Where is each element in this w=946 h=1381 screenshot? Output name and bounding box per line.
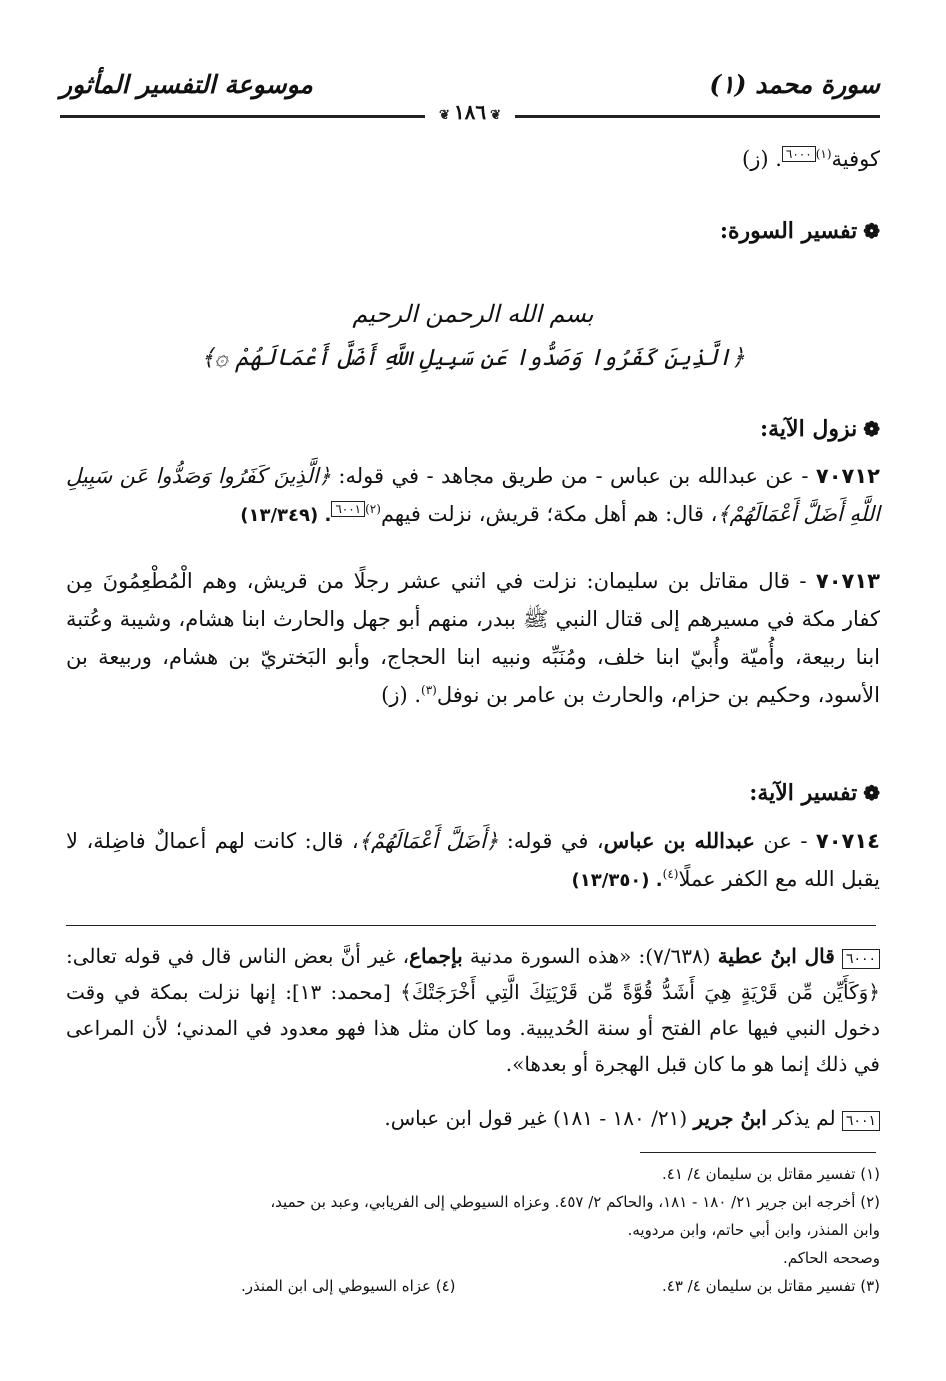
note-emphasis: بإجماع <box>409 944 463 968</box>
footnote-marker: (١) <box>815 147 832 161</box>
footnotes <box>66 1160 880 1300</box>
narration-text: ، قال: هم أهل مكة؛ قريش، نزلت فيهم <box>380 502 718 526</box>
editorial-note-6000 <box>66 938 880 1082</box>
narration-70713 <box>66 562 880 714</box>
volume-reference: . (١٣/٣٥٠) <box>571 870 663 891</box>
narration-text: ، قال: كانت لهم أعمالٌ فاضِلة، لا يقبل الله مع الكفر عملًا <box>66 829 880 891</box>
narration-number: ٧٠٧١٤ <box>815 829 880 853</box>
quran-quote: ﴿أَضَلَّ أَعْمَالَهُمْ﴾ <box>358 829 499 853</box>
narration-text: - قال مقاتل بن سليمان: نزلت في اثني عشر رجلًا من قريش، وهم الْمُطْعِمُونَ مِن كفار مكة في مسيرهم إلى قتال النبي ﷺ ببدر، منهم أبو جهل والحارث ابنا هشام، وشيبة وعُتبة ابنا ربيعة، وأُميّة وأُبيّ ابنا خلف، ومُنَبِّه ونبيه ابنا الحجاج، وأبو البَختريّ بن هشام، وربيعة بن الأسود، وحكيم بن حزام، والحارث بن عامر بن نوفل <box>66 569 880 707</box>
page-number-wrap <box>60 100 880 124</box>
narration-text: - عن عبدالله بن عباس - من طريق مجاهد - في قوله: <box>330 464 809 488</box>
narration-text: - عن <box>754 829 808 853</box>
note-marker-box: ٦٠٠٠ <box>782 146 816 162</box>
footnote-4: (٤) عزاه السيوطي إلى ابن المنذر. <box>241 1277 456 1295</box>
flower-icon: ❁ <box>863 417 880 441</box>
note-text: (٧/٦٣٨): «هذه السورة مدنية <box>462 944 718 968</box>
notes-separator <box>66 925 876 926</box>
ornament-icon: ❦ <box>438 108 450 123</box>
quran-verse: ﴿الَّذِينَ كَفَرُوا وَصَدُّوا عَن سَبِيلِ اللَّهِ أَضَلَّ أَعْمَالَهُمْ ۞﴾ <box>201 345 745 371</box>
note-author: قال ابنُ عطية <box>717 944 835 968</box>
footnote-2-cont: وابن المنذر، وابن أبي حاتم، وابن مردويه. <box>627 1221 880 1239</box>
header-surah-title: سورة محمد (١) <box>709 70 880 99</box>
footnote-row-3-4 <box>66 1272 880 1300</box>
section-heading-ayah <box>66 774 880 812</box>
note-text: (٢١/ ١٨٠ - ١٨١) غير قول ابن عباس. <box>384 1106 694 1130</box>
heading-text: نزول الآية: <box>760 416 858 442</box>
ornament-icon: ❦ <box>490 108 502 123</box>
basmala: بسم الله الرحمن الرحيم <box>352 300 594 328</box>
footnote-3: (٣) تفسير مقاتل بن سليمان ٤/ ٤٣. <box>662 1277 880 1295</box>
footnote-2: (٢) أخرجه ابن جرير ٢١/ ١٨٠ - ١٨١، والحاكم ٢/ ٤٥٧. وعزاه السيوطي إلى الفريابي، وعبد بن حميد، <box>270 1193 880 1211</box>
intro-tail: . (ز) <box>742 147 782 171</box>
intro-text: كوفية <box>831 147 880 171</box>
narration-number: ٧٠٧١٣ <box>815 569 880 593</box>
editorial-note-6001 <box>66 1100 880 1136</box>
footnote-1: (١) تفسير مقاتل بن سليمان ٤/ ٤١. <box>662 1165 880 1183</box>
page-header <box>60 60 880 124</box>
footnote-marker: (٢) <box>365 502 381 516</box>
narration-70712 <box>66 457 880 535</box>
narrator-name: عبدالله بن عباس <box>603 828 755 853</box>
note-text: ، غير أنَّ بعض الناس قال في قوله تعالى: ﴿وَكَأَيِّن مِّن قَرْيَةٍ هِيَ أَشَدُّ قُوَّةً مِّن قَرْيَتِكَ الَّتِي أَخْرَجَتْكَ﴾ [محمد: ١٣]: إنها نزلت بمكة في وقت دخول النبي فيها عام الفتح أو سنة الحُديبية. وما كان مثل هذا فهو معدود في المدني؛ لأن المراعى في ذلك إنما هو ما كان قبل الهجرة أو بعدها». <box>66 944 880 1076</box>
note-marker-box: ٦٠٠١ <box>331 501 365 517</box>
narration-number: ٧٠٧١٢ <box>815 464 880 488</box>
narration-tail: . (ز) <box>381 683 422 707</box>
footnotes-separator <box>640 1152 876 1153</box>
footnote-marker: (٣) <box>421 683 437 697</box>
narration-70714 <box>66 822 880 900</box>
heading-text: تفسير الآية: <box>749 780 858 806</box>
section-heading-nuzul <box>66 410 880 448</box>
flower-icon: ❁ <box>863 219 880 243</box>
note-author: ابنُ جرير <box>693 1106 767 1130</box>
intro-line <box>66 140 880 178</box>
heading-text: تفسير السورة: <box>719 218 858 244</box>
page-number: ١٨٦ <box>453 100 487 124</box>
note-text: لم يذكر <box>766 1106 842 1130</box>
note-marker-box: ٦٠٠٠ <box>842 949 880 969</box>
narration-text: ، في قوله: <box>498 829 604 853</box>
footnote-marker: (٤) <box>662 867 679 881</box>
header-book-title: موسوعة التفسير المأثور <box>60 70 313 99</box>
section-heading-surah <box>66 212 880 250</box>
flower-icon: ❁ <box>863 781 880 805</box>
quran-quote: ﴿الَّذِينَ كَفَرُوا وَصَدُّوا عَن سَبِيلِ اللَّهِ أَضَلَّ أَعْمَالَهُمْ﴾ <box>66 464 880 526</box>
volume-reference: . (١٣/٣٤٩) <box>240 505 332 526</box>
note-marker-box: ٦٠٠١ <box>842 1111 880 1131</box>
footnote-2-cont2: وصححه الحاكم. <box>782 1249 880 1267</box>
